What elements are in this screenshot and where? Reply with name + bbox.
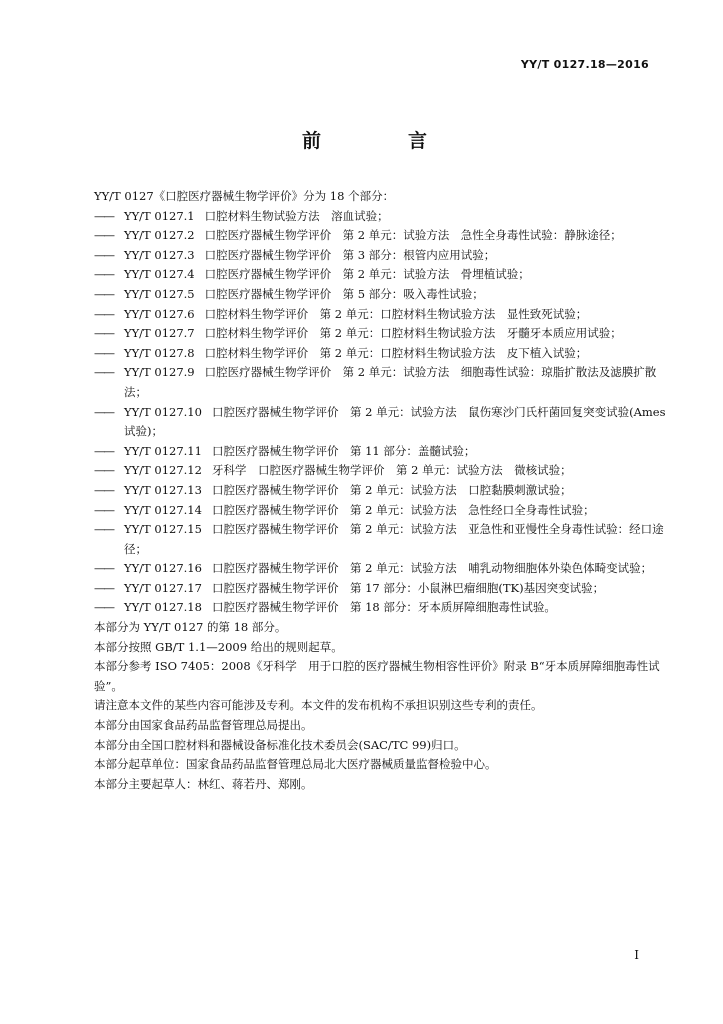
- part-list-item: [94, 246, 666, 266]
- part-entry: [124, 598, 666, 618]
- part-code: YY/T 0127.3: [124, 247, 195, 262]
- part-code: YY/T 0127.1: [124, 208, 195, 223]
- part-code: YY/T 0127.16: [124, 561, 202, 576]
- body-paragraph: 本部分起草单位：国家食品药品监督管理总局北大医疗器械质量监督检验中心。: [94, 757, 497, 772]
- part-entry: [124, 481, 666, 501]
- part-code: YY/T 0127.2: [124, 228, 195, 243]
- body-paragraph: 本部分参考 ISO 7405：2008《牙科学 用于口腔的医疗器械生物相容性评价》附录 B“牙本质屏障细胞毒性试验”。: [94, 659, 660, 693]
- part-title: 口腔医疗器械生物学评价 第 2 单元：试验方法 骨埋植试验；: [204, 267, 530, 282]
- part-list-item: [94, 403, 666, 442]
- part-code: YY/T 0127.4: [124, 267, 195, 282]
- part-entry: [124, 520, 666, 559]
- part-list-item: [94, 265, 666, 285]
- part-list-item: [94, 305, 666, 325]
- part-title: 口腔医疗器械生物学评价 第 11 部分：盖髓试验；: [211, 443, 476, 458]
- part-title: 口腔医疗器械生物学评价 第 2 单元：试验方法 细胞毒性试验：琼脂扩散法及滤膜扩散法；: [124, 365, 657, 399]
- part-entry: [124, 344, 666, 364]
- list-dash: ——: [94, 286, 113, 301]
- part-list-item: [94, 520, 666, 559]
- part-code: YY/T 0127.13: [124, 482, 202, 497]
- list-dash: ——: [94, 208, 113, 223]
- part-list-item: [94, 344, 666, 364]
- list-dash: ——: [94, 580, 113, 595]
- list-dash: ——: [94, 306, 113, 321]
- intro-paragraph: YY/T 0127《口腔医疗器械生物学评价》分为 18 个部分：: [94, 189, 395, 203]
- part-entry: [124, 559, 666, 579]
- part-entry: [124, 265, 666, 285]
- list-dash: ——: [94, 561, 113, 576]
- part-code: YY/T 0127.12: [124, 463, 202, 478]
- document-body: [94, 187, 666, 794]
- part-title: 口腔材料生物学评价 第 2 单元：口腔材料生物试验方法 显性致死试验；: [204, 306, 588, 321]
- list-dash: ——: [94, 482, 113, 497]
- part-title: 口腔医疗器械生物学评价 第 2 单元：试验方法 急性全身毒性试验：静脉途径；: [204, 228, 622, 243]
- part-code: YY/T 0127.15: [124, 522, 202, 537]
- part-list-item: [94, 207, 666, 227]
- part-list-item: [94, 324, 666, 344]
- part-entry: [124, 246, 666, 266]
- part-entry: [124, 442, 666, 462]
- part-list-item: [94, 461, 666, 481]
- part-entry: [124, 226, 666, 246]
- list-dash: ——: [94, 345, 113, 360]
- body-paragraph: 本部分主要起草人：林红、蒋若丹、郑刚。: [94, 776, 313, 791]
- part-list-item: [94, 559, 666, 579]
- part-list-item: [94, 501, 666, 521]
- part-title: 口腔材料生物学评价 第 2 单元：口腔材料生物试验方法 皮下植入试验；: [204, 345, 588, 360]
- list-dash: ——: [94, 228, 113, 243]
- part-entry: [124, 207, 666, 227]
- body-paragraph: 本部分为 YY/T 0127 的第 18 部分。: [94, 620, 287, 635]
- part-code: YY/T 0127.11: [124, 443, 202, 458]
- part-entry: [124, 285, 666, 305]
- part-code: YY/T 0127.18: [124, 600, 202, 615]
- part-list-item: [94, 442, 666, 462]
- part-entry: [124, 324, 666, 344]
- part-title: 口腔医疗器械生物学评价 第 2 单元：试验方法 口腔黏膜刺激试验；: [211, 482, 572, 497]
- part-entry: [124, 305, 666, 325]
- body-paragraph: 请注意本文件的某些内容可能涉及专利。本文件的发布机构不承担识别这些专利的责任。: [94, 698, 543, 713]
- part-title: 牙科学 口腔医疗器械生物学评价 第 2 单元：试验方法 微核试验；: [211, 463, 572, 478]
- list-dash: ——: [94, 326, 113, 341]
- part-code: YY/T 0127.7: [124, 326, 195, 341]
- part-code: YY/T 0127.10: [124, 404, 202, 419]
- list-dash: ——: [94, 522, 113, 537]
- part-entry: [124, 501, 666, 521]
- list-dash: ——: [94, 365, 113, 380]
- list-dash: ——: [94, 502, 113, 517]
- body-paragraph: 本部分由国家食品药品监督管理总局提出。: [94, 718, 313, 733]
- part-title: 口腔医疗器械生物学评价 第 2 单元：试验方法 亚急性和亚慢性全身毒性试验：经口途径；: [124, 522, 664, 556]
- body-paragraph: 本部分按照 GB/T 1.1—2009 给出的规则起草。: [94, 639, 343, 654]
- part-list-item: [94, 579, 666, 599]
- part-title: 口腔医疗器械生物学评价 第 3 部分：根管内应用试验；: [204, 247, 496, 262]
- page-title: 前 言: [301, 130, 461, 152]
- part-code: YY/T 0127.8: [124, 345, 195, 360]
- list-dash: ——: [94, 443, 113, 458]
- list-dash: ——: [94, 404, 113, 419]
- list-dash: ——: [94, 463, 113, 478]
- list-dash: ——: [94, 267, 113, 282]
- part-entry: [124, 403, 666, 442]
- part-title: 口腔医疗器械生物学评价 第 5 部分：吸入毒性试验；: [204, 286, 484, 301]
- part-code: YY/T 0127.6: [124, 306, 195, 321]
- part-code: YY/T 0127.14: [124, 502, 202, 517]
- part-entry: [124, 461, 666, 481]
- list-dash: ——: [94, 600, 113, 615]
- part-title: 口腔材料生物学评价 第 2 单元：口腔材料生物试验方法 牙髓牙本质应用试验；: [204, 326, 622, 341]
- part-entry: [124, 363, 666, 402]
- part-title: 口腔医疗器械生物学评价 第 2 单元：试验方法 鼠伤寒沙门氏杆菌回复突变试验(Ames 试验)；: [124, 404, 666, 439]
- part-list-item: [94, 226, 666, 246]
- list-dash: ——: [94, 247, 113, 262]
- part-code: YY/T 0127.9: [124, 365, 195, 380]
- page-number: I: [634, 948, 639, 962]
- part-entry: [124, 579, 666, 599]
- part-list-item: [94, 285, 666, 305]
- part-title: 口腔医疗器械生物学评价 第 2 单元：试验方法 哺乳动物细胞体外染色体畸变试验；: [211, 561, 653, 576]
- part-title: 口腔医疗器械生物学评价 第 18 部分：牙本质屏障细胞毒性试验。: [211, 600, 556, 615]
- part-title: 口腔医疗器械生物学评价 第 2 单元：试验方法 急性经口全身毒性试验；: [211, 502, 595, 517]
- part-code: YY/T 0127.5: [124, 286, 195, 301]
- part-code: YY/T 0127.17: [124, 580, 202, 595]
- body-paragraph: 本部分由全国口腔材料和器械设备标准化技术委员会(SAC/TC 99)归口。: [94, 737, 466, 752]
- part-list-item: [94, 598, 666, 618]
- part-title: 口腔医疗器械生物学评价 第 17 部分：小鼠淋巴瘤细胞(TK)基因突变试验；: [211, 580, 605, 595]
- part-title: 口腔材料生物试验方法 溶血试验；: [204, 208, 389, 223]
- part-list-item: [94, 481, 666, 501]
- part-list-item: [94, 363, 666, 402]
- parts-list: [94, 207, 666, 618]
- standard-code-header: YY/T 0127.18—2016: [520, 58, 649, 71]
- paragraphs: [94, 618, 666, 794]
